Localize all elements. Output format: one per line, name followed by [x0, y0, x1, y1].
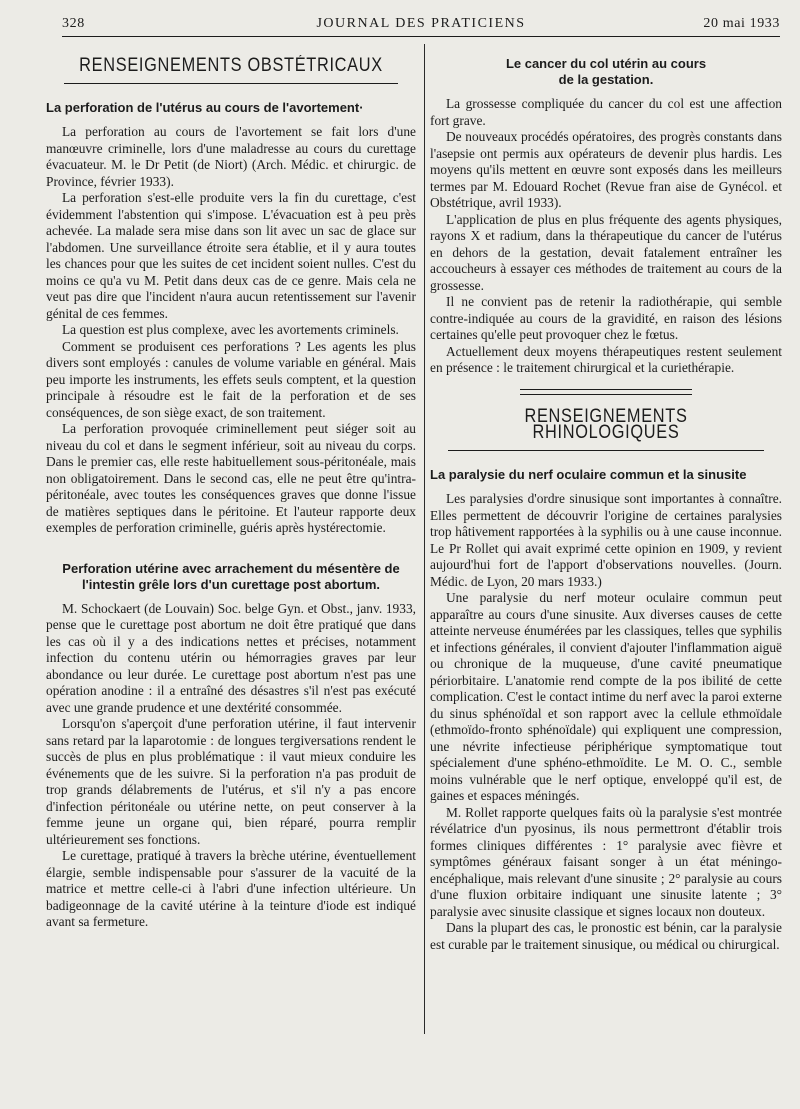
article-paragraph: Une paralysie du nerf moteur oculaire commun peut apparaître au cours d'une sinusite. Aux diverses causes de cette atteinte nerveuse énumérées par les classiques, telles que syphilis et infections générales, il convient d'ajouter l'inflammation aiguë ou chronique de la muqueuse, d'une cavité pneumatique périorbitaire. L'anatomie rend compte de la pos ibilité de cette complication. C'est le contact intime du nerf avec la paroi externe du sinus sphénoïdal et son rapport avec la cellule ethmoïdale (ethmoïdo-fronto sphénoïdale) qui expliquent une compression, une névrite infectieuse périphérique symptomatique tout spécialement d'une sphéno-ethmoïdite. Le M. O. C., semble moins vulnérable que le nerf optique, enveloppé qu'il est, de gaines et espaces méningés.	[430, 590, 782, 803]
article-title-mesentere: Perforation utérine avec arrachement du mésentère de l'intestin grêle lors d'un curettage post abortum.	[62, 560, 400, 592]
article-paragraph: Dans la plupart des cas, le pronostic est bénin, car la paralysie est curable par le traitement sinusique, ou médical ou chirurgical.	[430, 920, 782, 952]
article-paragraph: Il ne convient pas de retenir la radiothérapie, qui semble contre-indiquée au cours de la gravidité, en raison des lésions certaines qu'elle peut provoquer chez le fœtus.	[430, 294, 782, 342]
page-number: 328	[62, 16, 85, 31]
article-paragraph: La perforation s'est-elle produite vers la fin du curettage, c'est évidemment l'abstention qui s'impose. L'évacuation est à peu près achevée. La malade sera mise dans son lit avec un sac de glace sur l'abdomen. Une surveillance étroite sera établie, et il y aura toutes les chances pour que les suites de cet incident soient nulles. C'est du moins ce qu'a vu M. Petit dans deux cas de ce genre. Mais cela ne veut pas dire que l'incident n'aura aucun retentissement sur l'avenir génital de ces femmes.	[46, 190, 416, 321]
section-title-rhinologic: RENSEIGNEMENTS RHINOLOGIQUES	[524, 405, 688, 443]
article-title-perforation: La perforation de l'utérus au cours de l'avortement·	[46, 100, 364, 115]
column-divider	[424, 44, 425, 1034]
section-title-obstetric: RENSEIGNEMENTS OBSTÉTRICAUX	[79, 55, 383, 76]
running-header	[62, 14, 780, 37]
article-paragraph: De nouveaux procédés opératoires, des progrès constants dans l'asepsie ont permis aux opérateurs de devenir plus hardis. Les moyens qu'ils mettent en œuvre sont exposés dans les meilleurs termes par M. Edouard Rochet (Revue fran aise de Gynécol. et Obstétrique, avril 1933).	[430, 129, 782, 210]
article-paragraph: L'application de plus en plus fréquente des agents physiques, rayons X et radium, dans la thérapeutique du cancer de l'utérus en dehors de la gestation, devait fatalement entraîner les accoucheurs à essayer ces méthodes de traitement au cours de la grossesse.	[430, 211, 782, 293]
left-column	[46, 50, 416, 931]
article-paragraph: Le curettage, pratiqué à travers la brèche utérine, éventuellement élargie, semble indispensable pour s'assurer de la vacuité de la matrice et mettre celle-ci à l'abri d'une infection ultérieure. Un badigeonnage de la cavité utérine à la teinture d'iode est indiqué avant sa fermeture.	[46, 848, 416, 929]
article-paragraph: La perforation au cours de l'avortement se fait lors d'une manœuvre criminelle, lors d'une maladresse au cours du curettage évacuateur. M. le Dr Petit (de Niort) (Arch. Médic. et chirurgic. de Province, février 1933).	[46, 124, 416, 189]
article-paragraph: Comment se produisent ces perforations ? Les agents les plus divers sont employés : canules de volume variable en général. Mais peu importe les instruments, les effets seuls comptent, et la question principale à résoudre est le fait de la perforation et de ses conséquences, de son siège exact, de son traitement.	[46, 338, 416, 420]
section-underline	[64, 83, 398, 85]
right-column	[430, 50, 782, 1100]
article-title-paralysie: La paralysie du nerf oculaire commun et la sinusite	[430, 467, 747, 482]
article-paragraph: M. Rollet rapporte quelques faits où la paralysie s'est montrée révélatrice d'un pyosinus, ils nous permettront d'établir trois formes cliniques différentes : 1° paralysie avec fièvre et symptômes généraux faisant songer à un état méningo-encéphalique, mais relevant d'une sinusite ; 2° paralysie au cours d'une fluxion orbitaire indiquant une sinusite latente ; 3° paralysie avec sinusite classique et signes locaux non douteux.	[430, 804, 782, 919]
section-separator	[520, 389, 692, 395]
article-title-cancer	[430, 56, 782, 88]
article-paragraph: Lorsqu'on s'aperçoit d'une perforation utérine, il faut intervenir sans retard par la laparotomie : de longues tergiversations rendent le succès de plus en plus problématique : il vaut mieux conduire les événements que de les suivre. Si la perforation n'a pas produit de trop grands délabrements de l'utérus, et s'il n'y a pas encore d'infection péritonéale ou utérine nette, on peut conserver à la femme jeune un organe qui, bien réparé, pourra remplir ultérieurement ses fonctions.	[46, 716, 416, 847]
issue-date: 20 mai 1933	[703, 16, 780, 31]
article-paragraph: Actuellement deux moyens thérapeutiques restent seulement en présence : le traitement chirurgical et la curiethérapie.	[430, 343, 782, 375]
article-title-line: Le cancer du col utérin au cours	[505, 56, 707, 71]
article-paragraph: La question est plus complexe, avec les avortements criminels.	[62, 322, 399, 337]
article-paragraph: M. Schockaert (de Louvain) Soc. belge Gyn. et Obst., janv. 1933, pense que le curettage post abortum ne doit être pratiqué que dans les cas où il y a des indications nettes et précises, notamment infection du contenu utérin ou hémorragies graves par leur abondance ou leur durée. Le curettage post abortum n'est pas une opération anodine : il a entraîné des désastres s'il n'est pas exécuté avec une grande prudence et une dextérité consommée.	[46, 600, 416, 715]
article-paragraph: Les paralysies d'ordre sinusique sont importantes à connaître. Elles permettent de découvrir l'origine de certaines paralysies trop hâtivement rapportées à la syphilis ou à une cause inconnue. Le Pr Rollet qui avait exprimé cette opinion en 1909, y revient aujourd'hui fort de l'apport d'observations nouvelles. (Journ. Médic. de Lyon, 20 mars 1933.)	[430, 491, 782, 589]
spacer	[46, 537, 416, 555]
article-title-line: de la gestation.	[558, 72, 654, 87]
article-paragraph: La perforation provoquée criminellement peut siéger soit au niveau du col et dans le segment inférieur, soit au niveau du corps. Dans le premier cas, elle reste habituellement sous-péritonéale, mais non obligatoirement. Dans le second cas, elle ne peut être qu'intra-péritonéale, avec toutes les conséquences graves que donne l'issue de matières septiques dans le péritoine. Et l'auteur rapporte deux exemples de perforation criminelle, guéris après hystérectomie.	[46, 421, 416, 535]
journal-title: JOURNAL DES PRATICIENS	[316, 16, 526, 31]
section-underline	[448, 450, 764, 452]
article-paragraph: La grossesse compliquée du cancer du col est une affection fort grave.	[430, 96, 782, 128]
